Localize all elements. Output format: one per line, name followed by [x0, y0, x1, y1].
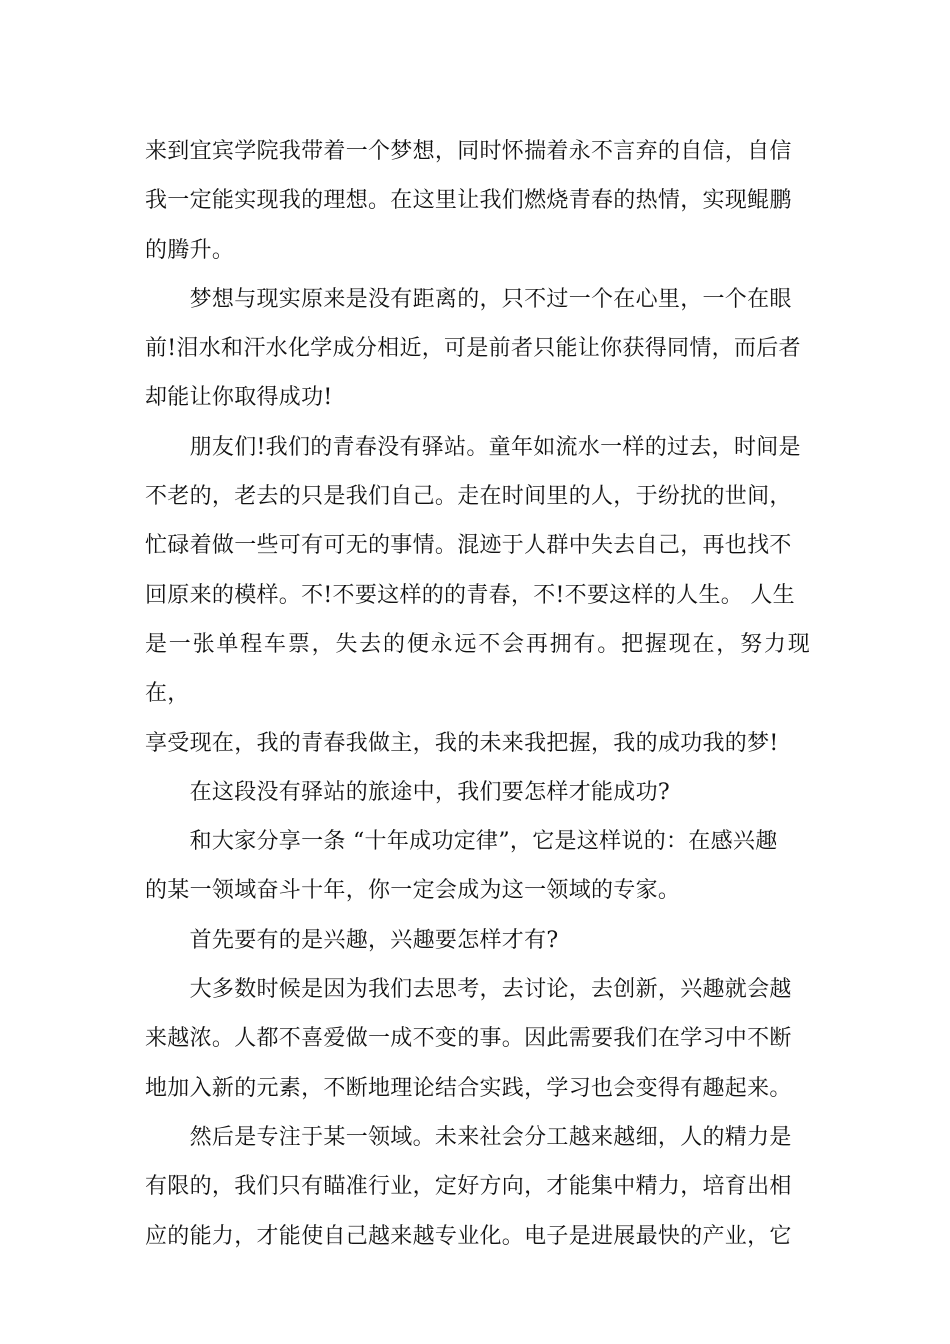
paragraph-8: 然后是专注于某一领域。未来社会分工越来越细，人的精力是 有限的，我们只有瞄准行业，定好方向，才能集中精力，培育出相 应的能力，才能使自己越来越专业化。电子是进展最快的产业，它 [145, 1124, 792, 1249]
paragraph-6: 首先要有的是兴趣，兴趣要怎样才有? [145, 927, 559, 953]
paragraph-7: 大多数时候是因为我们去思考，去讨论，去创新，兴趣就会越 来越浓。人都不喜爱做一成不变的事。因此需要我们在学习中不断 地加入新的元素，不断地理论结合实践，学习也会变得有趣起来。 [145, 977, 792, 1101]
paragraph-4: 在这段没有驿站的旅途中，我们要怎样才能成功? [145, 779, 670, 805]
paragraph-5: 和大家分享一条 “十年成功定律”，它是这样说的：在感兴趣 的某一领域奋斗十年，你一定会成为这一领域的专家。 [145, 829, 778, 904]
paragraph-3: 朋友们!我们的青春没有驿站。童年如流水一样的过去，时间是 不老的，老去的只是我们自己。走在时间里的人，于纷扰的世间， 忙碌着做一些可有可无的事情。混迹于人群中失去自己，再也找不 回原来的模样。不!不要这样的的青春，不!不要这样的人生。 人生 是一张单程车票，失去的便永远不会再拥有。把握现在，努力现在， 享受现在，我的青春我做主，我的未来我把握，我的成功我的梦! [145, 434, 810, 756]
paragraph-1: 来到宜宾学院我带着一个梦想，同时怀揣着永不言弃的自信，自信 我一定能实现我的理想。在这里让我们燃烧青春的热情，实现鲲鹏 的腾升。 [145, 139, 792, 263]
document-body [145, 127, 810, 1261]
paragraph-2: 梦想与现实原来是没有距离的，只不过一个在心里，一个在眼 前!泪水和汗水化学成分相近，可是前者只能让你获得同情，而后者 却能让你取得成功! [145, 286, 801, 411]
